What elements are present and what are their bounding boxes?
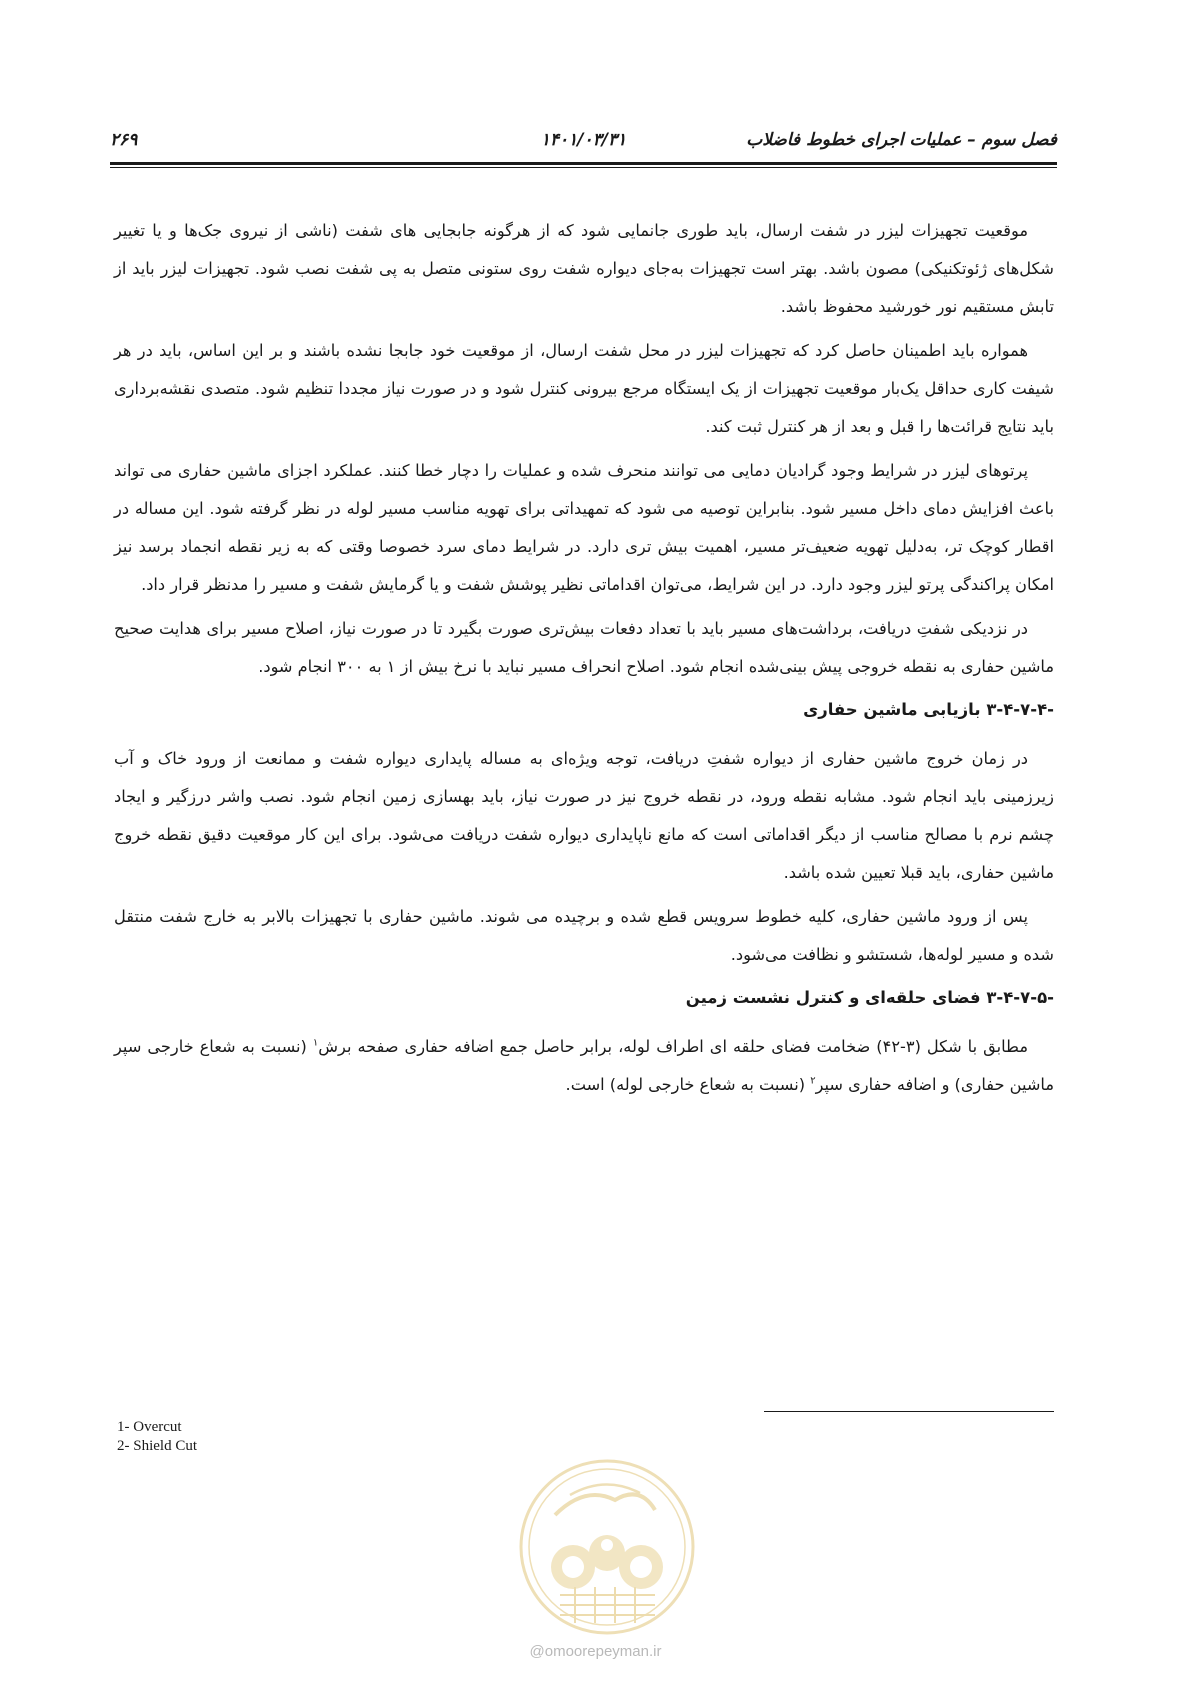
paragraph-text: مطابق با شکل (۳-۴۲) ضخامت فضای حلقه ای اطراف لوله، برابر حاصل جمع اضافه حفاری صفحه برش <box>318 1037 1028 1056</box>
paragraph: در زمان خروج ماشین حفاری از دیواره شفتِ دریافت، توجه ویژه‌ای به مساله پایداری دیواره شفت و ممانعت از ورود خاک و آب زیرزمینی باید انجام شود. مشابه نقطه ورود، در نقطه خروج نیز در صورت نیاز، باید بهسازی زمین انجام شود. نصب واشر درزگیر و ایجاد چشم نرم با مصالح مناسب از دیگر اقداماتی است که مانع ناپایداری دیواره شفت دریافت می‌شود. برای این کار موقعیت دقیق نقطه خروج ماشین حفاری، باید قبلا تعیین شده باشد. <box>114 749 1054 882</box>
footnote-ref: ۱ <box>312 1037 319 1049</box>
paragraph <box>114 1028 1054 1104</box>
seal-icon <box>515 1455 700 1640</box>
section-title: بازیابی ماشین حفاری <box>803 700 981 719</box>
section-heading-annular-space <box>114 980 1054 1016</box>
footnotes <box>117 1418 197 1456</box>
page-number: ۲۶۹ <box>110 130 138 150</box>
paragraph-text: (نسبت به شعاع خارجی سپر ماشین حفاری) و اضافه حفاری سپر <box>114 1037 1054 1094</box>
header-rule-thin <box>110 167 1057 168</box>
section-heading-machine-recovery <box>114 692 1054 728</box>
header-date: ۱۴۰۱/۰۳/۳۱ <box>540 130 627 150</box>
footnote: 2- Shield Cut <box>117 1438 198 1454</box>
section-title: فضای حلقه‌ای و کنترل نشست زمین <box>685 988 981 1007</box>
paragraph: موقعیت تجهیزات لیزر در شفت ارسال، باید طوری جانمایی شود که از هرگونه جابجایی های شفت (ناشی از نیروی جک‌ها و یا تغییر شکل‌های ژئوتکنیکی) مصون باشد. بهتر است تجهیزات به‌جای دیواره شفت روی ستونی متصل به پی شفت نصب شود. تجهیزات لیزر باید از تابش مستقیم نور خورشید محفوظ باشد. <box>114 221 1054 316</box>
paragraph-text: (نسبت به شعاع خارجی لوله) است. <box>565 1075 811 1094</box>
paragraph: پرتوهای لیزر در شرایط وجود گرادیان دمایی می توانند منحرف شده و عملیات را دچار خطا کنند. عملکرد اجزای ماشین حفاری می تواند باعث افزایش دمای داخل مسیر شود. بنابراین توصیه می شود که تمهیداتی برای تهویه مناسب مسیر لوله در نظر گرفته شود. این مساله در اقطار کوچک تر، به‌دلیل تهویه ضعیف‌تر مسیر، اهمیت بیش تری دارد. در شرایط دمای سرد خصوصا وقتی که به زیر نقطه انجماد برسد نیز امکان پراکندگی پرتو لیزر وجود دارد. در این شرایط، می‌توان اقداماتی نظیر پوشش شفت و یا گرمایش شفت و مسیر را مدنظر قرار داد. <box>114 461 1054 594</box>
footnote: 1- Overcut <box>117 1419 182 1435</box>
footnote-ref: ۲ <box>810 1075 816 1087</box>
paragraph: همواره باید اطمینان حاصل کرد که تجهیزات لیزر در محل شفت ارسال، از موقعیت خود جابجا نشده باشند و بر این اساس، باید در هر شیفت کاری حداقل یک‌بار موقعیت تجهیزات از یک ایستگاه مرجع بیرونی کنترل شود و در صورت نیاز مجددا تنظیم شود. متصدی نقشه‌برداری باید نتایج قرائت‌ها را قبل و بعد از هر کنترل ثبت کند. <box>114 341 1054 436</box>
paragraph: پس از ورود ماشین حفاری، کلیه خطوط سرویس قطع شده و برچیده می شوند. ماشین حفاری با تجهیزات بالابر به خارج شفت منتقل شده و مسیر لوله‌ها، شستشو و نظافت می‌شود. <box>114 907 1054 964</box>
page-header <box>110 130 1057 154</box>
chapter-title: فصل سوم – عملیات اجرای خطوط فاضلاب <box>746 130 1057 150</box>
watermark-logo-icon <box>515 1455 700 1640</box>
paragraph: در نزدیکی شفتِ دریافت، برداشت‌های مسیر باید با تعداد دفعات بیش‌تری صورت بگیرد تا در صورت نیاز، اصلاح مسیر برای هدایت صحیح ماشین حفاری به نقطه خروجی پیش بینی‌شده انجام شود. اصلاح انحراف مسیر نباید با نرخ بیش از ۱ به ۳۰۰ انجام شود. <box>114 619 1054 676</box>
section-number: ۳-۴-۷-۴- <box>986 700 1054 719</box>
watermark-site: @omoorepeyman.ir <box>529 1643 662 1660</box>
main-content <box>114 212 1054 1110</box>
header-rule-thick <box>110 162 1057 165</box>
section-number: ۳-۴-۷-۵- <box>986 988 1054 1007</box>
footnote-rule <box>764 1411 1054 1412</box>
